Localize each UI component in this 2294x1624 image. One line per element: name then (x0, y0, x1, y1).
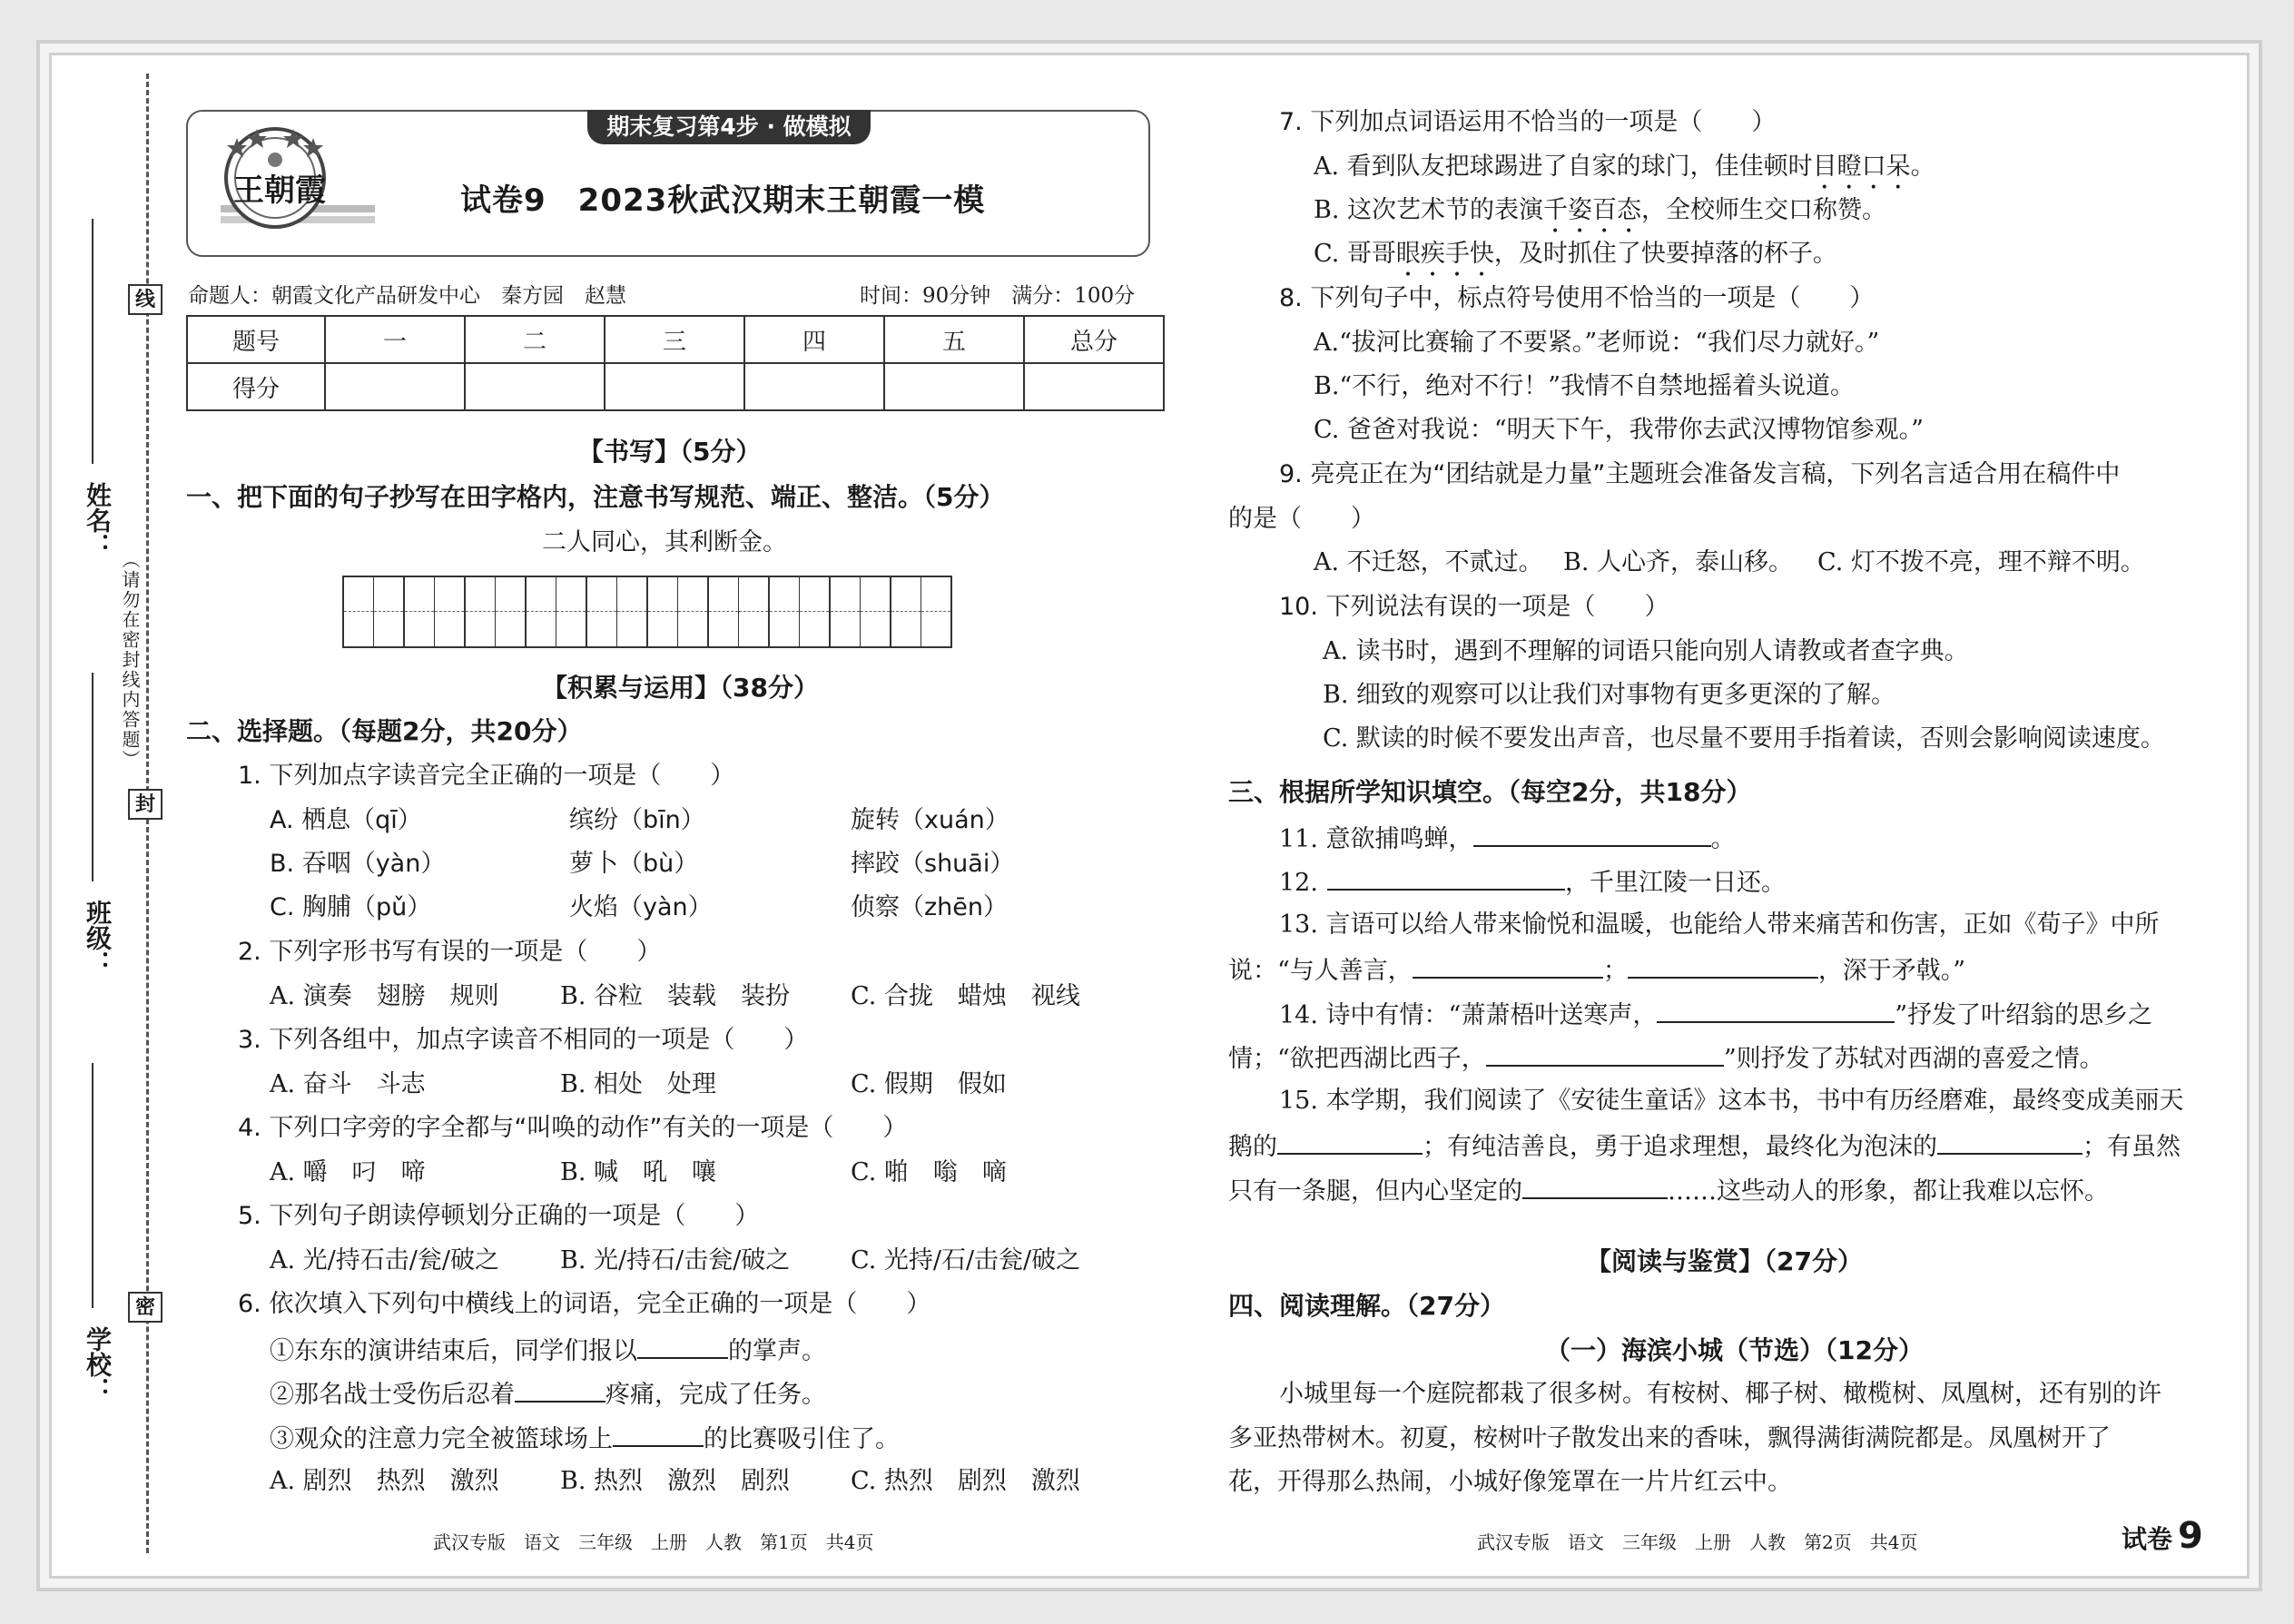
q6-option: A. 剧烈 热烈 激烈 (270, 1467, 499, 1495)
score-cell[interactable] (1024, 363, 1164, 410)
q9-option: A. 不迁怒，不贰过。 (1314, 548, 1543, 576)
score-header: 一 (325, 316, 465, 363)
question-11: 11. 意欲捕鸣蝉， 。 (1279, 822, 1736, 855)
exam-page (49, 53, 2250, 1579)
binding-margin (52, 55, 161, 1576)
score-header: 四 (744, 316, 884, 363)
question-7: 7. 下列加点词语运用不恰当的一项是（ ） (1279, 108, 1777, 136)
score-cell[interactable] (605, 363, 744, 410)
q2-option: B. 谷粒 装载 装扮 (560, 982, 791, 1010)
q9-option: B. 人心齐，泰山移。 (1563, 548, 1794, 576)
fill-blank[interactable] (1277, 1129, 1423, 1155)
q3-title: 三、根据所学知识填空。（每空2分，共18分） (1228, 777, 1752, 807)
passage-title: （一）海滨小城（节选）（12分） (1545, 1335, 1924, 1365)
question-6: 6. 依次填入下列句中横线上的词语，完全正确的一项是（ ） (238, 1290, 931, 1318)
q1-option: B. 吞咽（yàn） (270, 850, 446, 878)
time-score: 时间：90分钟 满分：100分 (860, 284, 1136, 308)
q2-option: C. 合拢 蜡烛 视线 (851, 982, 1080, 1010)
q10-option: A. 读书时，遇到不理解的词语只能向别人请教或者查字典。 (1323, 637, 1969, 665)
fill-blank[interactable] (613, 1422, 704, 1447)
question-15-cont: 鹅的 ；有纯洁善良，勇于追求理想，最终化为泡沫的 ；有虽然 (1228, 1129, 2181, 1163)
fill-blank[interactable] (1413, 953, 1603, 979)
section-writing: 【书写】（5分） (578, 437, 762, 467)
q4-option: B. 喊 吼 嚷 (560, 1158, 717, 1186)
fill-blank[interactable] (1628, 953, 1818, 979)
q7-option-c: C. 哥哥眼疾手快，及时抓住了快要掉落的杯子。 (1314, 240, 1837, 268)
score-cell[interactable] (884, 363, 1024, 410)
brand-logo (202, 122, 384, 240)
question-15-cont2: 只有一条腿，但内心坚定的 ……这些动人的形象，都让我难以忘怀。 (1228, 1174, 2109, 1207)
q1-title: 一、把下面的句子抄写在田字格内，注意书写规范、端正、整洁。（5分） (186, 482, 1005, 512)
score-header: 二 (465, 316, 605, 363)
score-row (187, 363, 1164, 410)
seal-label-xian: 线 (128, 284, 162, 315)
q6-sentence-2: ②那名战士受伤后忍着 疼痛，完成了任务。 (270, 1377, 826, 1411)
score-cell[interactable] (325, 363, 465, 410)
q7-option-b: B. 这次艺术节的表演千姿百态，全校师生交口称赞。 (1314, 196, 1887, 224)
score-header: 三 (605, 316, 744, 363)
q6-sentence-1: ①东东的演讲结束后，同学们报以 的掌声。 (270, 1334, 826, 1367)
tianzige-grid[interactable] (342, 576, 952, 648)
fill-blank[interactable] (1327, 865, 1565, 891)
score-header: 五 (884, 316, 1024, 363)
question-13-cont: 说：“与人善言， ； ，深于矛戟。” (1228, 953, 1965, 987)
authors: 命题人：朝霞文化产品研发中心 秦方园 赵慧 (188, 284, 626, 308)
fill-blank[interactable] (515, 1377, 605, 1403)
dotted-word: 千姿百态 (1543, 196, 1642, 224)
fill-blank[interactable] (637, 1334, 728, 1359)
question-8: 8. 下列句子中，标点符号使用不恰当的一项是（ ） (1279, 284, 1875, 312)
q1-option: A. 栖息（qī） (270, 806, 422, 834)
seal-label-mi: 密 (128, 1292, 162, 1323)
score-row-label: 得分 (187, 363, 325, 410)
school-label: 学校： (83, 1326, 113, 1403)
q1-sentence: 二人同心，其利断金。 (542, 528, 787, 556)
passage-line: 小城里每一个庭院都栽了很多树。有桉树、椰子树、橄榄树、凤凰树，还有别的许 (1279, 1380, 2161, 1408)
q3-option: A. 奋斗 斗志 (270, 1070, 426, 1098)
seal-label-feng: 封 (128, 789, 162, 820)
fill-blank[interactable] (1473, 822, 1711, 847)
q5-option: B. 光/持石/击瓮/破之 (560, 1246, 791, 1275)
passage-line: 花，开得那么热闹，小城好像笼罩在一片片红云中。 (1228, 1468, 1792, 1496)
q5-option: C. 光持/石/击瓮/破之 (851, 1246, 1081, 1275)
question-1: 1. 下列加点字读音完全正确的一项是（ ） (238, 762, 735, 790)
q1-option: C. 胸脯（pǔ） (270, 893, 432, 921)
q5-option: A. 光/持石击/瓮/破之 (270, 1246, 499, 1275)
q4-title: 四、阅读理解。（27分） (1228, 1291, 1505, 1321)
question-9: 9. 亮亮正在为“团结就是力量”主题班会准备发言稿，下列名言适合用在稿件中 (1279, 460, 2121, 488)
q1-option: 摔跤（shuāi） (851, 850, 1015, 878)
fill-blank[interactable] (1486, 1041, 1724, 1067)
passage-line: 多亚热带树木。初夏，桉树叶子散发出来的香味，飘得满街满院都是。凤凰树开了 (1228, 1424, 2111, 1452)
q2-title: 二、选择题。（每题2分，共20分） (186, 716, 583, 746)
q4-option: A. 嚼 叼 啼 (270, 1158, 426, 1186)
q1-option: 侦察（zhēn） (851, 893, 1009, 921)
logo-text: 王朝霞 (233, 172, 326, 209)
q6-option: B. 热烈 激烈 剧烈 (560, 1467, 791, 1495)
q7-option-a: A. 看到队友把球踢进了自家的球门，佳佳顿时目瞪口呆。 (1314, 153, 1935, 181)
score-table (186, 315, 1165, 411)
fill-blank[interactable] (1522, 1174, 1668, 1199)
fill-blank[interactable] (1937, 1129, 2082, 1155)
question-10: 10. 下列说法有误的一项是（ ） (1279, 593, 1669, 621)
q1-option: 萝卜（bù） (569, 850, 699, 878)
section-accumulation: 【积累与运用】（38分） (542, 673, 819, 703)
q2-option: A. 演奏 翅膀 规则 (270, 982, 499, 1010)
q3-option: C. 假期 假如 (851, 1070, 1007, 1098)
fill-blank[interactable] (1657, 998, 1895, 1023)
question-2: 2. 下列字形书写有误的一项是（ ） (238, 938, 662, 966)
q9-option: C. 灯不拨不亮，理不辩不明。 (1817, 548, 2145, 576)
score-cell[interactable] (465, 363, 605, 410)
name-label: 姓名： (83, 482, 113, 558)
q8-option: B.“不行，绝对不行！”我情不自禁地摇着头说道。 (1314, 372, 1856, 400)
q10-option: B. 细致的观察可以让我们对事物有更多更深的了解。 (1323, 681, 1896, 709)
score-header: 总分 (1024, 316, 1164, 363)
review-step-tag: 期末复习第4步 · 做模拟 (587, 110, 871, 144)
q3-option: B. 相处 处理 (560, 1070, 717, 1098)
q1-option: 缤纷（bīn） (569, 806, 705, 834)
name-field[interactable] (92, 219, 94, 464)
question-9-cont: 的是（ ） (1228, 505, 1375, 533)
section-reading: 【阅读与鉴赏】（27分） (1586, 1246, 1863, 1276)
dotted-word: 眼疾手快 (1395, 240, 1494, 268)
dotted-word: 目瞪口呆 (1812, 153, 1911, 181)
q6-option: C. 热烈 剧烈 激烈 (851, 1467, 1080, 1495)
question-15: 15. 本学期，我们阅读了《安徒生童话》这本书，书中有历经磨难，最终变成美丽天 (1279, 1087, 2184, 1115)
exam-title: 试卷9 2023秋武汉期末王朝霞一模 (460, 182, 986, 219)
class-field[interactable] (92, 673, 94, 881)
question-12: 12. ，千里江陵一日还。 (1279, 865, 1786, 899)
q4-option: C. 啪 嗡 嘀 (851, 1158, 1007, 1186)
q8-option: C. 爸爸对我说：“明天下午，我带你去武汉博物馆参观。” (1314, 416, 1924, 444)
question-5: 5. 下列句子朗读停顿划分正确的一项是（ ） (238, 1202, 760, 1230)
q6-sentence-3: ③观众的注意力完全被篮球场上 的比赛吸引住了。 (270, 1422, 900, 1455)
question-3: 3. 下列各组中，加点字读音不相同的一项是（ ） (238, 1026, 809, 1054)
score-header: 题号 (187, 316, 325, 363)
seal-note: （请勿在密封线内答题） (119, 550, 141, 770)
score-header-row (187, 316, 1164, 363)
q8-option: A.“拔河比赛输了不要紧。”老师说：“我们尽力就好。” (1314, 329, 1880, 357)
q1-option: 火焰（yàn） (569, 893, 713, 921)
page-footer-right: 武汉专版 语文 三年级 上册 人教 第2页 共4页 (1477, 1531, 1918, 1553)
question-13: 13. 言语可以给人带来愉悦和温暖，也能给人带来痛苦和伤害，正如《荀子》中所 (1279, 910, 2160, 939)
question-4: 4. 下列口字旁的字全都与“叫唤的动作”有关的一项是（ ） (238, 1114, 908, 1142)
class-label: 班级： (83, 900, 113, 976)
q1-option: 旋转（xuán） (851, 806, 1009, 834)
paper-number-label: 试卷 9 (2122, 1515, 2203, 1557)
page-footer-left: 武汉专版 语文 三年级 上册 人教 第1页 共4页 (433, 1531, 874, 1553)
q10-option: C. 默读的时候不要发出声音，也尽量不要用手指着读，否则会影响阅读速度。 (1323, 724, 2165, 753)
question-14: 14. 诗中有情：“萧萧梧叶送寒声， ”抒发了叶绍翁的思乡之 (1279, 998, 2152, 1031)
score-cell[interactable] (744, 363, 884, 410)
school-field[interactable] (92, 1063, 94, 1308)
question-14-cont: 情；“欲把西湖比西子， ”则抒发了苏轼对西湖的喜爱之情。 (1228, 1041, 2104, 1075)
